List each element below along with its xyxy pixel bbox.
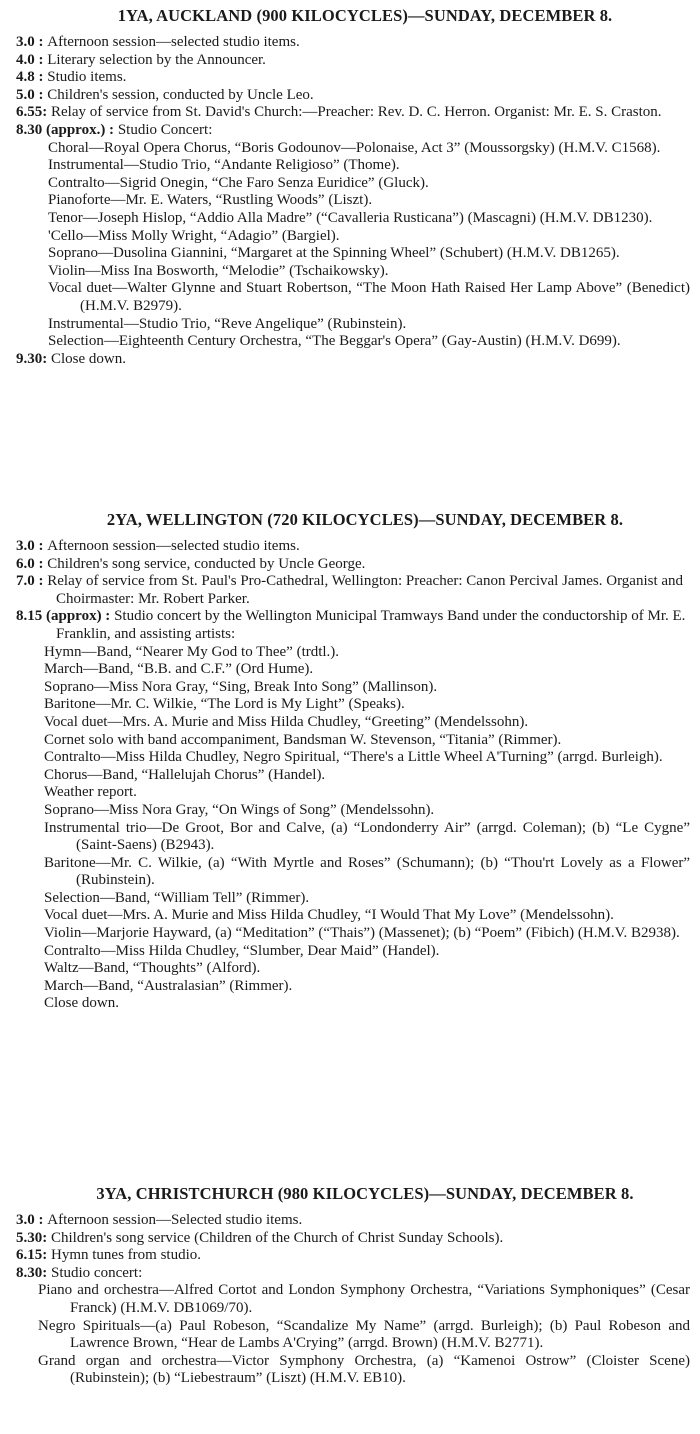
concert-item: Baritone—Mr. C. Wilkie, “The Lord is My Light” (Speaks). — [44, 696, 405, 713]
entry-text: Relay of service from St. David's Church:—Preacher: Rev. D. C. Herron. Organist: Mr. E. S. Craston. — [51, 104, 662, 121]
entry-time: 6.15 — [16, 1247, 43, 1264]
section-christchurch — [0, 1184, 700, 1388]
concert-item: Violin—Marjorie Hayward, (a) “Meditation” (“Thais”) (Massenet); (b) “Poem” (Fibich) (H.M.V. B2938). — [44, 925, 680, 942]
concert-item: Piano and orchestra—Alfred Cortot and London Symphony Orchestra, “Variations Symphoniques” (Cesar Franck) (H.M.V. DB1069/70). — [38, 1282, 690, 1316]
section-auckland — [0, 6, 700, 368]
concert-item: March—Band, “Australasian” (Rimmer). — [44, 977, 293, 994]
concert-item: Contralto—Sigrid Onegin, “Che Faro Senza Euridice” (Gluck). — [48, 174, 429, 191]
entry-time: 3.0 — [16, 34, 35, 50]
entry-time: 6.0 — [16, 555, 35, 572]
schedule-entry — [16, 69, 692, 87]
entry-text: Relay of service from St. Paul's Pro-Cathedral, Wellington: Preacher: Canon Percival James. Organist and Choirmaster: Mr. Robert Parker. — [47, 573, 684, 607]
entry-time: 4.0 — [16, 51, 35, 68]
entry-time: 6.55 — [16, 104, 43, 121]
schedule-entry — [16, 608, 692, 643]
concert-item: Tenor—Joseph Hislop, “Addio Alla Madre” (“Cavalleria Rusticana”) (Mascagni) (H.M.V. DB1230). — [48, 209, 653, 226]
entry-text: Children's song service (Children of the Church of Christ Sunday Schools). — [51, 1229, 504, 1246]
concert-item: Grand organ and orchestra—Victor Symphony Orchestra, (a) “Kamenoi Ostrow” (Cloister Scene) (Rubinstein); (b) “Liebestraum” (Liszt) (H.M.V. EB10). — [38, 1352, 690, 1387]
concert-item: Soprano—Dusolina Giannini, “Margaret at the Spinning Wheel” (Schubert) (H.M.V. DB1265). — [48, 245, 620, 262]
entry-time: 8.30 — [16, 121, 43, 138]
entry-separator: : — [42, 1229, 51, 1246]
concert-item: Soprano—Miss Nora Gray, “Sing, Break Into Song” (Mallinson). — [44, 678, 438, 695]
schedule-entry — [16, 538, 692, 556]
entry-text: Afternoon session—Selected studio items. — [47, 1212, 303, 1228]
section-heading: 2YA, WELLINGTON (720 KILOCYCLES)—SUNDAY, DECEMBER 8. — [106, 510, 624, 529]
concert-item: Selection—Band, “William Tell” (Rimmer). — [44, 889, 310, 906]
concert-item: Hymn—Band, “Nearer My God to Thee” (trdtl.). — [44, 643, 340, 660]
concert-item: Instrumental trio—De Groot, Bor and Calve, (a) “Londonderry Air” (arrgd. Coleman); (b) “Le Cygne” (Saint-Saens) (B2943). — [44, 819, 690, 854]
entry-time: 4.8 — [16, 69, 35, 86]
schedule-entry — [16, 34, 692, 52]
concert-items — [48, 140, 690, 351]
concert-item: Soprano—Miss Nora Gray, “On Wings of Song” (Mendelssohn). — [44, 801, 435, 818]
concert-item: Chorus—Band, “Hallelujah Chorus” (Handel). — [44, 766, 326, 783]
entry-time: 3.0 — [16, 1212, 35, 1228]
concert-item: Vocal duet—Mrs. A. Murie and Miss Hilda Chudley, “Greeting” (Mendelssohn). — [44, 713, 529, 730]
concert-item: Selection—Eighteenth Century Orchestra, “The Beggar's Opera” (Gay-Austin) (H.M.V. D699). — [48, 333, 621, 350]
schedule-entry — [16, 1212, 692, 1230]
schedule-entry — [16, 87, 692, 105]
schedule-entry — [16, 556, 692, 574]
entry-text: Children's song service, conducted by Uncle George. — [47, 555, 366, 572]
entry-time: 8.15 — [16, 608, 43, 625]
concert-item: Violin—Miss Ina Bosworth, “Melodie” (Tschaikowsky). — [48, 262, 389, 279]
entry-separator: : — [34, 573, 48, 590]
entry-text: Studio Concert: — [117, 121, 213, 138]
schedule-entries — [0, 538, 700, 644]
entry-separator: : — [34, 538, 48, 554]
section-heading: 3YA, CHRISTCHURCH (980 KILOCYCLES)—SUNDAY, DECEMBER 8. — [96, 1184, 634, 1203]
entry-separator: : — [34, 1212, 48, 1228]
concert-item: Waltz—Band, “Thoughts” (Alford). — [44, 960, 261, 977]
entry-text: Literary selection by the Announcer. — [47, 51, 266, 68]
entry-separator: : — [42, 350, 51, 367]
entry-time: 7.0 — [16, 573, 35, 590]
concert-item: Contralto—Miss Hilda Chudley, “Slumber, Dear Maid” (Handel). — [44, 942, 440, 959]
entry-separator: : — [42, 104, 51, 121]
entry-time: 5.0 — [16, 86, 35, 103]
entry-time: 8.30 — [16, 1264, 43, 1281]
entry-text: Children's session, conducted by Uncle Leo. — [47, 86, 314, 103]
schedule-entries — [0, 34, 700, 140]
schedule-entry — [16, 1265, 692, 1283]
entry-text: Studio concert: — [51, 1264, 143, 1281]
concert-item: Vocal duet—Mrs. A. Murie and Miss Hilda Chudley, “I Would That My Love” (Mendelssohn). — [44, 907, 614, 924]
entry-separator: : — [34, 51, 48, 68]
entry-separator: : — [42, 1264, 51, 1281]
entry-text: Hymn tunes from studio. — [51, 1247, 201, 1264]
entry-separator: : — [42, 1247, 51, 1264]
entry-text: Close down. — [51, 350, 126, 367]
concert-item: Negro Spirituals—(a) Paul Robeson, “Scandalize My Name” (arrgd. Burleigh); (b) Paul Robeson and Lawrence Brown, “Hear de Lambs A'Crying” (arrgd. Brown) (H.M.V. B2771). — [38, 1317, 690, 1352]
entry-separator: : — [34, 555, 48, 572]
entry-separator: (approx.) : — [42, 121, 118, 138]
section-wellington — [0, 510, 700, 1013]
concert-items — [44, 644, 690, 1013]
concert-item: 'Cello—Miss Molly Wright, “Adagio” (Bargiel). — [48, 227, 340, 244]
concert-item: Close down. — [44, 995, 119, 1012]
entry-time: 3.0 — [16, 538, 35, 554]
schedule-entry — [16, 1247, 692, 1265]
entry-text: Afternoon session—selected studio items. — [47, 538, 300, 554]
concert-item: March—Band, “B.B. and C.F.” (Ord Hume). — [44, 661, 314, 678]
concert-item: Pianoforte—Mr. E. Waters, “Rustling Woods” (Liszt). — [48, 192, 373, 209]
concert-item: Instrumental—Studio Trio, “Andante Religioso” (Thome). — [48, 157, 400, 174]
concert-items — [38, 1282, 690, 1388]
entry-separator: : — [34, 34, 48, 50]
schedule-entry — [16, 52, 692, 70]
entry-separator: (approx) : — [42, 608, 115, 625]
entry-separator: : — [34, 69, 48, 86]
concert-item: Baritone—Mr. C. Wilkie, (a) “With Myrtle and Roses” (Schumann); (b) “Thou'rt Lovely as a Flower” (Rubinstein). — [44, 854, 690, 889]
concert-item: Vocal duet—Walter Glynne and Stuart Robertson, “The Moon Hath Raised Her Lamp Above” (Benedict) (H.M.V. B2979). — [48, 280, 690, 314]
entry-separator: : — [34, 86, 48, 103]
section-heading: 1YA, AUCKLAND (900 KILOCYCLES)—SUNDAY, DECEMBER 8. — [117, 6, 613, 25]
entry-text: Studio concert by the Wellington Municipal Tramways Band under the conductorship of Mr. E. Franklin, and assisting artists: — [56, 608, 686, 642]
schedule-entry — [16, 122, 692, 140]
schedule-entries — [0, 1212, 700, 1282]
entry-text: Studio items. — [47, 69, 127, 86]
entry-time: 5.30 — [16, 1229, 43, 1246]
concert-item: Cornet solo with band accompaniment, Bandsman W. Stevenson, “Titania” (Rimmer). — [44, 731, 562, 748]
schedule-entry — [16, 573, 692, 608]
schedule-entry-closing — [16, 351, 692, 369]
concert-item: Weather report. — [44, 784, 137, 801]
concert-item: Contralto—Miss Hilda Chudley, Negro Spiritual, “There's a Little Wheel A'Turning” (arrgd. Burleigh). — [44, 749, 663, 766]
entry-text: Afternoon session—selected studio items. — [47, 34, 300, 50]
concert-item: Instrumental—Studio Trio, “Reve Angelique” (Rubinstein). — [48, 315, 407, 332]
schedule-entry — [16, 1230, 692, 1248]
entry-time: 9.30 — [16, 350, 43, 367]
schedule-entry — [16, 104, 692, 122]
concert-item: Choral—Royal Opera Chorus, “Boris Godounov—Polonaise, Act 3” (Moussorgsky) (H.M.V. C1568). — [48, 139, 661, 156]
